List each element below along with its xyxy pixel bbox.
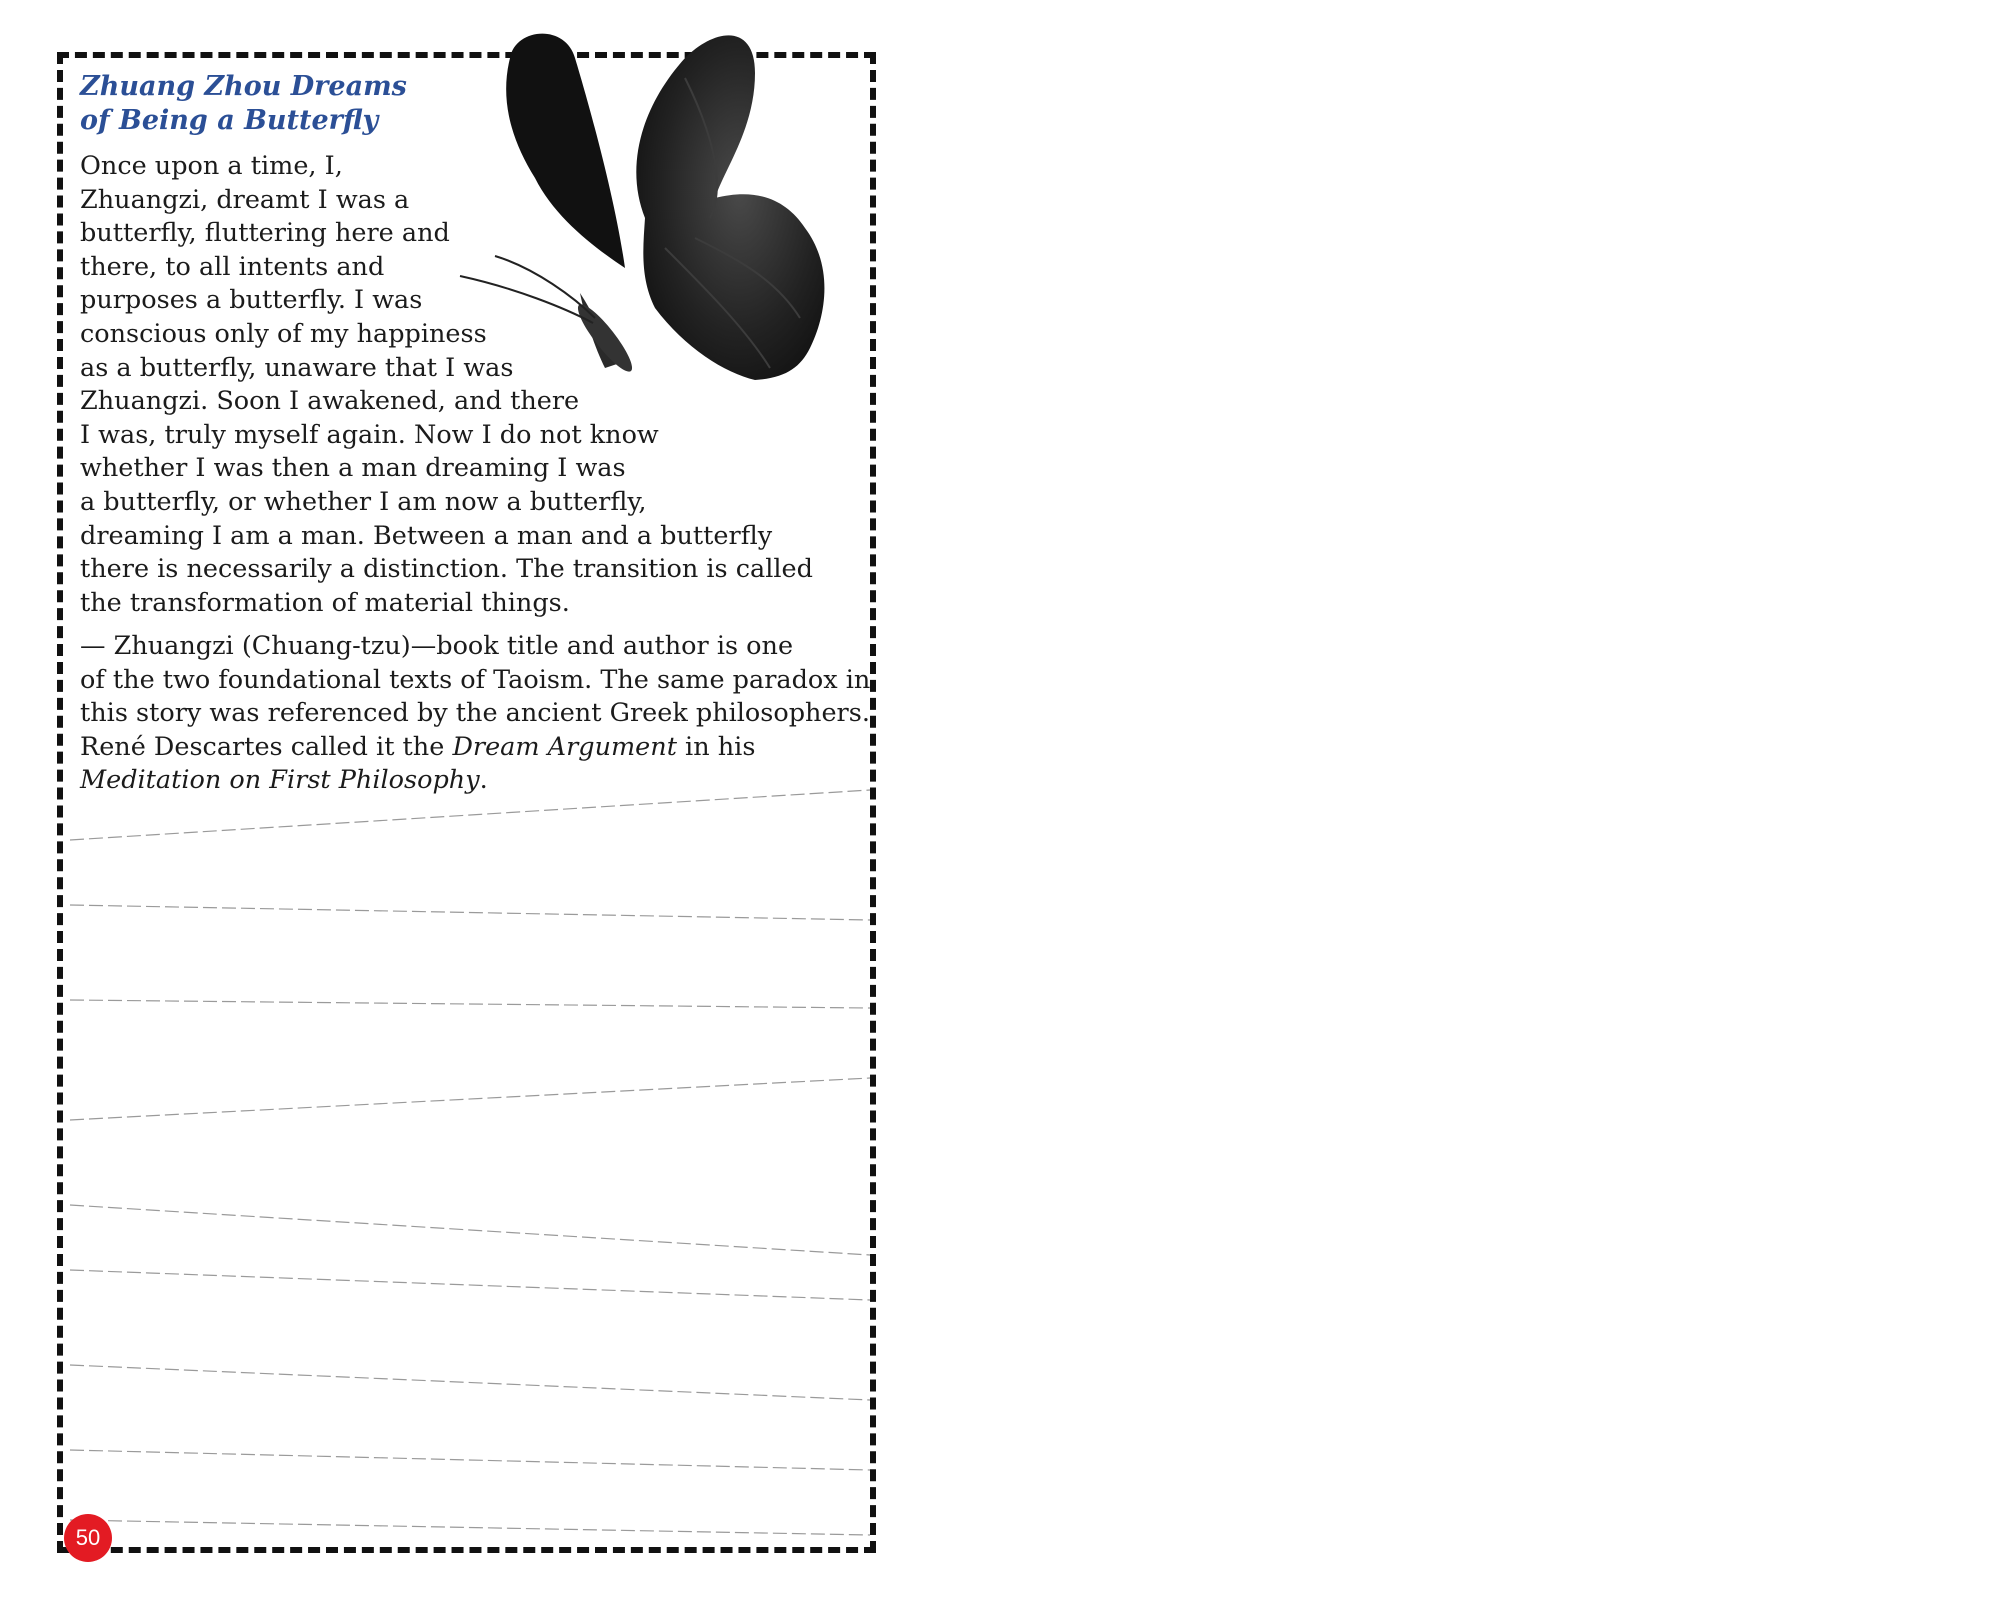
text-line: Zhuangzi, dreamt I was a: [80, 184, 410, 215]
butterfly-icon: [455, 18, 905, 488]
dream-argument-title: Dream Argument: [452, 731, 677, 762]
story-title: [80, 70, 407, 138]
attribution-text: René Descartes called it the: [80, 731, 453, 762]
attribution-text: in his: [676, 731, 756, 762]
meditation-title: Meditation on First Philosophy: [80, 765, 480, 796]
attribution-line: [80, 764, 870, 798]
text-line: as a butterfly, unaware that I was: [80, 352, 514, 383]
text-line: purposes a butterfly. I was: [80, 285, 423, 316]
text-line: dreaming I am a man. Between a man and a butterfly: [80, 520, 773, 551]
text-line: a butterfly, or whether I am now a butterfly,: [80, 486, 647, 517]
text-line: whether I was then a man dreaming I was: [80, 453, 626, 484]
attribution-text: .: [479, 765, 488, 796]
text-line: there is necessarily a distinction. The transition is called: [80, 554, 813, 585]
attribution-line: — Zhuangzi (Chuang-tzu)—book title and author is one: [80, 631, 794, 661]
attribution-line: [80, 731, 870, 765]
right-page: [1000, 0, 2000, 1600]
slanted-writing-lines: [60, 760, 872, 1540]
attribution-line: of the two foundational texts of Taoism. The same paradox in: [80, 664, 871, 695]
text-line: Zhuangzi. Soon I awakened, and there: [80, 386, 580, 417]
attribution-line: this story was referenced by the ancient Greek philosophers.: [80, 698, 870, 729]
text-line: butterfly, fluttering here and: [80, 218, 450, 249]
page-number-badge: 50: [64, 1514, 112, 1562]
text-line: there, to all intents and: [80, 251, 385, 282]
story-title-line: of Being a Butterfly: [80, 105, 379, 136]
story-attribution: [80, 630, 870, 798]
text-line: I was, truly myself again. Now I do not know: [80, 419, 659, 450]
story-title-line: Zhuang Zhou Dreams: [80, 71, 407, 102]
text-line: conscious only of my happiness: [80, 318, 487, 349]
text-line: Once upon a time, I,: [80, 151, 343, 181]
text-line: the transformation of material things.: [80, 587, 570, 618]
